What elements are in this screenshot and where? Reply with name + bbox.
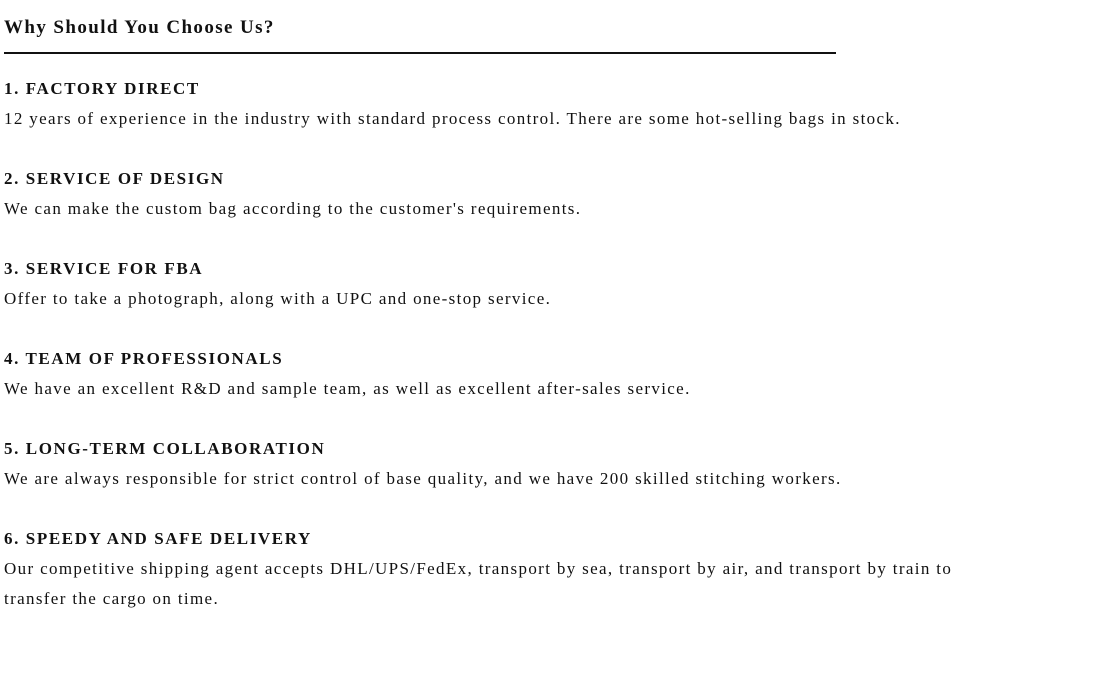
reason-item-speedy-and-safe-delivery xyxy=(4,524,964,614)
reason-item-long-term-collaboration xyxy=(4,434,964,494)
reason-description: We have an excellent R&D and sample team, as well as excellent after-sales service. xyxy=(4,379,691,398)
reason-description: Our competitive shipping agent accepts DHL/UPS/FedEx, transport by sea, transport by air, and transport by train to transfer the cargo on time. xyxy=(4,559,953,608)
reason-heading: 6. SPEEDY AND SAFE DELIVERY xyxy=(4,529,312,548)
reason-heading: 5. LONG-TERM COLLABORATION xyxy=(4,439,326,458)
reason-heading: 1. FACTORY DIRECT xyxy=(4,79,200,98)
reason-description: We can make the custom bag according to the customer's requirements. xyxy=(4,199,582,218)
reason-item-factory-direct xyxy=(4,74,964,134)
reason-heading: 2. SERVICE OF DESIGN xyxy=(4,169,225,188)
page-title: Why Should You Choose Us? xyxy=(4,17,275,38)
reason-description: 12 years of experience in the industry with standard process control. There are some hot-selling bags in stock. xyxy=(4,109,901,128)
reasons-list xyxy=(4,74,964,644)
reason-description: Offer to take a photograph, along with a UPC and one-stop service. xyxy=(4,289,552,308)
reason-heading: 4. TEAM OF PROFESSIONALS xyxy=(4,349,284,368)
reason-heading: 3. SERVICE FOR FBA xyxy=(4,259,204,278)
reason-item-service-of-design xyxy=(4,164,964,224)
reason-item-team-of-professionals xyxy=(4,344,964,404)
title-divider xyxy=(4,52,836,54)
reason-item-service-for-fba xyxy=(4,254,964,314)
reason-description: We are always responsible for strict control of base quality, and we have 200 skilled stitching workers. xyxy=(4,469,842,488)
